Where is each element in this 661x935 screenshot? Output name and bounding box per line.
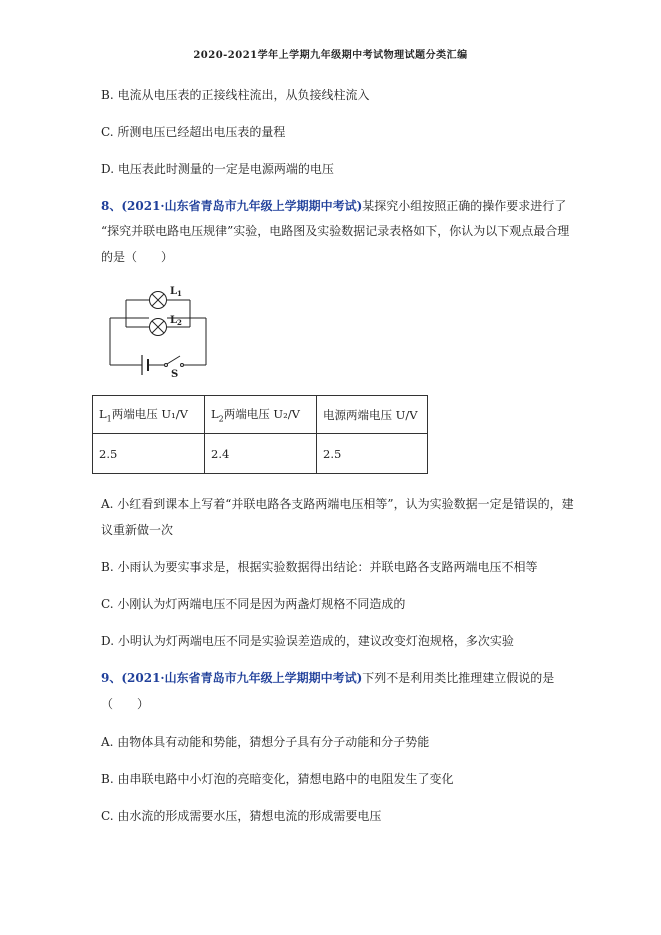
question-8-option-a-line-1: A. 小红看到课本上写着“并联电路各支路两端电压相等”，认为实验数据一定是错误的，建 [101,497,574,511]
prev-option-b: B. 电流从电压表的正接线柱流出，从负接线柱流入 [101,88,370,102]
table-header-cell: $L_1$两端电压 U₁/V [93,396,205,434]
table-cell: 2.5 [93,434,205,474]
table-header-cell: 电源两端电压 U/V [317,396,428,434]
question-8-stem-line-3: 的是（ ） [101,250,174,264]
question-8-option-d: D. 小明认为灯两端电压不同是实验误差造成的，建议改变灯泡规格，多次实验 [101,634,514,648]
question-8-stem-line-2: “探究并联电路电压规律”实验，电路图及实验数据记录表格如下，你认为以下观点最合理 [101,224,570,238]
question-9-stem-line-2: （ ） [101,697,150,711]
table-cell: 2.4 [205,434,317,474]
question-9-option-b: B. 由串联电路中小灯泡的亮暗变化，猜想电路中的电阻发生了变化 [101,772,454,786]
switch-label: S [171,369,179,377]
question-9-option-a: A. 由物体具有动能和势能，猜想分子具有分子动能和分子势能 [101,735,430,749]
table-header-row [93,396,428,434]
parallel-circuit-diagram [104,282,214,377]
table-cell: 2.5 [317,434,428,474]
page-header: 2020-2021学年上学期九年级期中考试物理试题分类汇编 [193,50,468,61]
lamp-l2-label: $L_2$ [170,315,182,327]
table-value-row [93,434,428,474]
question-9-source-tag: 9、(2021·山东省青岛市九年级上学期期中考试) [101,671,363,685]
prev-option-c: C. 所测电压已经超出电压表的量程 [101,125,286,139]
question-9-stem-line-1 [101,669,554,686]
table-header-cell: $L_2$两端电压 U₂/V [205,396,317,434]
lamp-l1-label: $L_1$ [170,286,182,298]
question-8-option-a-line-2: 议重新做一次 [101,523,174,537]
question-8-option-b: B. 小雨认为要实事求是，根据实验数据得出结论：并联电路各支路两端电压不相等 [101,560,538,574]
question-8-option-c: C. 小刚认为灯两端电压不同是因为两盏灯规格不同造成的 [101,597,406,611]
voltage-data-table [92,395,428,474]
question-8-source-tag: 8、(2021·山东省青岛市九年级上学期期中考试) [101,199,363,213]
question-9-option-c: C. 由水流的形成需要水压，猜想电流的形成需要电压 [101,809,382,823]
question-8-stem-line-1 [101,197,566,214]
prev-option-d: D. 电压表此时测量的一定是电源两端的电压 [101,162,334,176]
question-9-stem-text: 下列不是利用类比推理建立假说的是 [362,671,555,685]
question-8-stem-text: 某探究小组按照正确的操作要求进行了 [362,199,567,213]
